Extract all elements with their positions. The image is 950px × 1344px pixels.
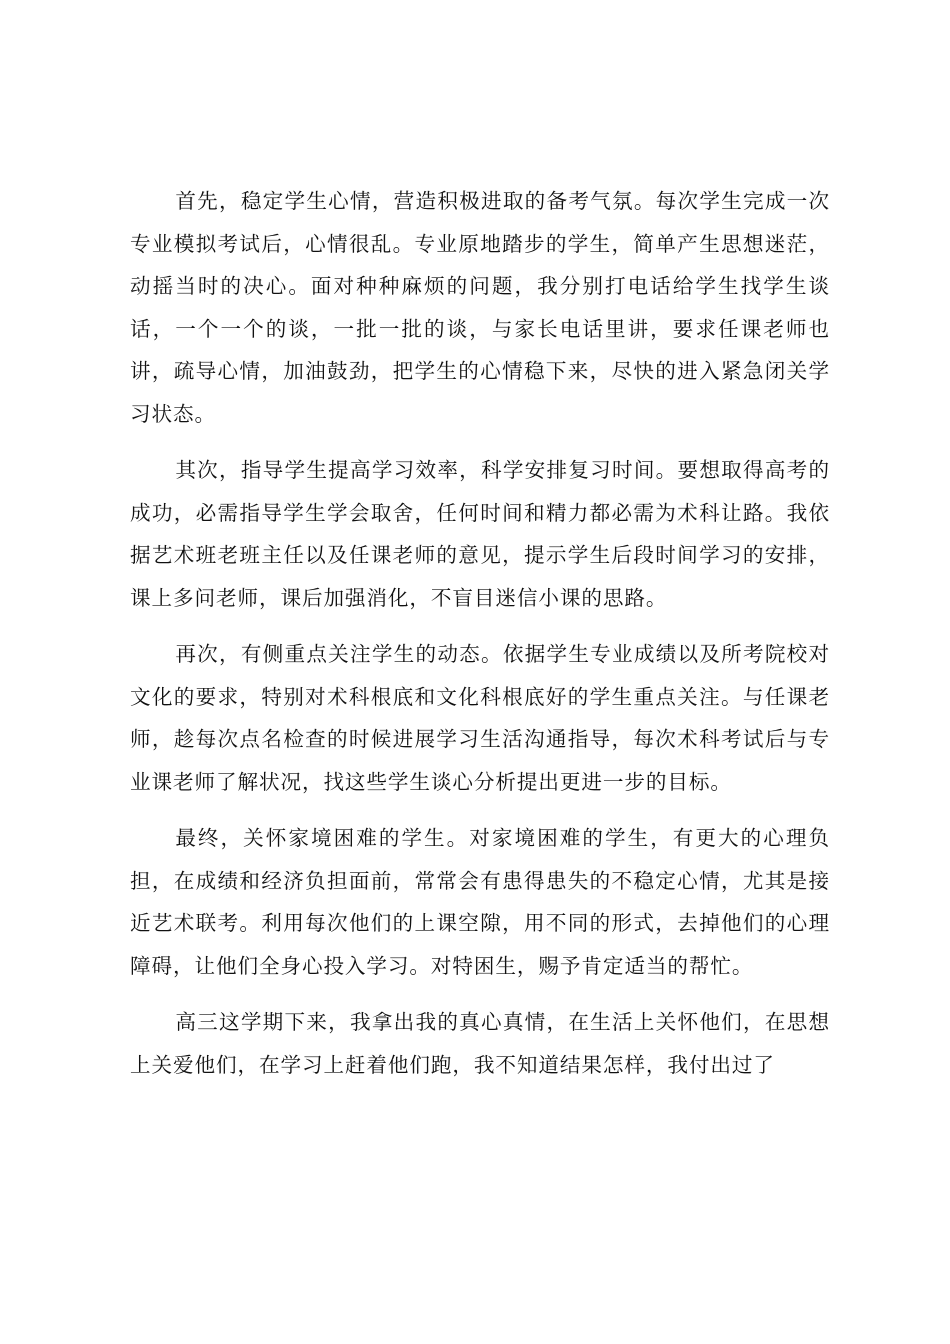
paragraph-5: 高三这学期下来，我拿出我的真心真情，在生活上关怀他们，在思想上关爱他们，在学习上赶着他们跑，我不知道结果怎样，我付出过了 (130, 1010, 830, 1077)
paragraph-3: 再次，有侧重点关注学生的动态。依据学生专业成绩以及所考院校对文化的要求，特别对术科根底和文化科根底好的学生重点关注。与任课老师，趁每次点名检查的时候进展学习生活沟通指导，每次术科考试后与专业课老师了解状况，找这些学生谈心分析提出更进一步的目标。 (130, 642, 830, 794)
paragraph-1: 首先，稳定学生心情，营造积极进取的备考气氛。每次学生完成一次专业模拟考试后，心情很乱。专业原地踏步的学生，简单产生思想迷茫，动摇当时的决心。面对种种麻烦的问题，我分别打电话给学生找学生谈话，一个一个的谈，一批一批的谈，与家长电话里讲，要求任课老师也讲，疏导心情，加油鼓劲，把学生的心情稳下来，尽快的进入紧急闭关学习状态。 (130, 189, 830, 426)
paragraph-2: 其次，指导学生提高学习效率，科学安排复习时间。要想取得高考的成功，必需指导学生学会取舍，任何时间和精力都必需为术科让路。我依据艺术班老班主任以及任课老师的意见，提示学生后段时间学习的安排，课上多问老师，课后加强消化，不盲目迷信小课的思路。 (130, 458, 830, 610)
document-body (130, 180, 830, 1100)
paragraph-4: 最终，关怀家境困难的学生。对家境困难的学生，有更大的心理负担，在成绩和经济负担面前，常常会有患得患失的不稳定心情，尤其是接近艺术联考。利用每次他们的上课空隙，用不同的形式，去掉他们的心理障碍，让他们全身心投入学习。对特困生，赐予肯定适当的帮忙。 (130, 826, 830, 978)
